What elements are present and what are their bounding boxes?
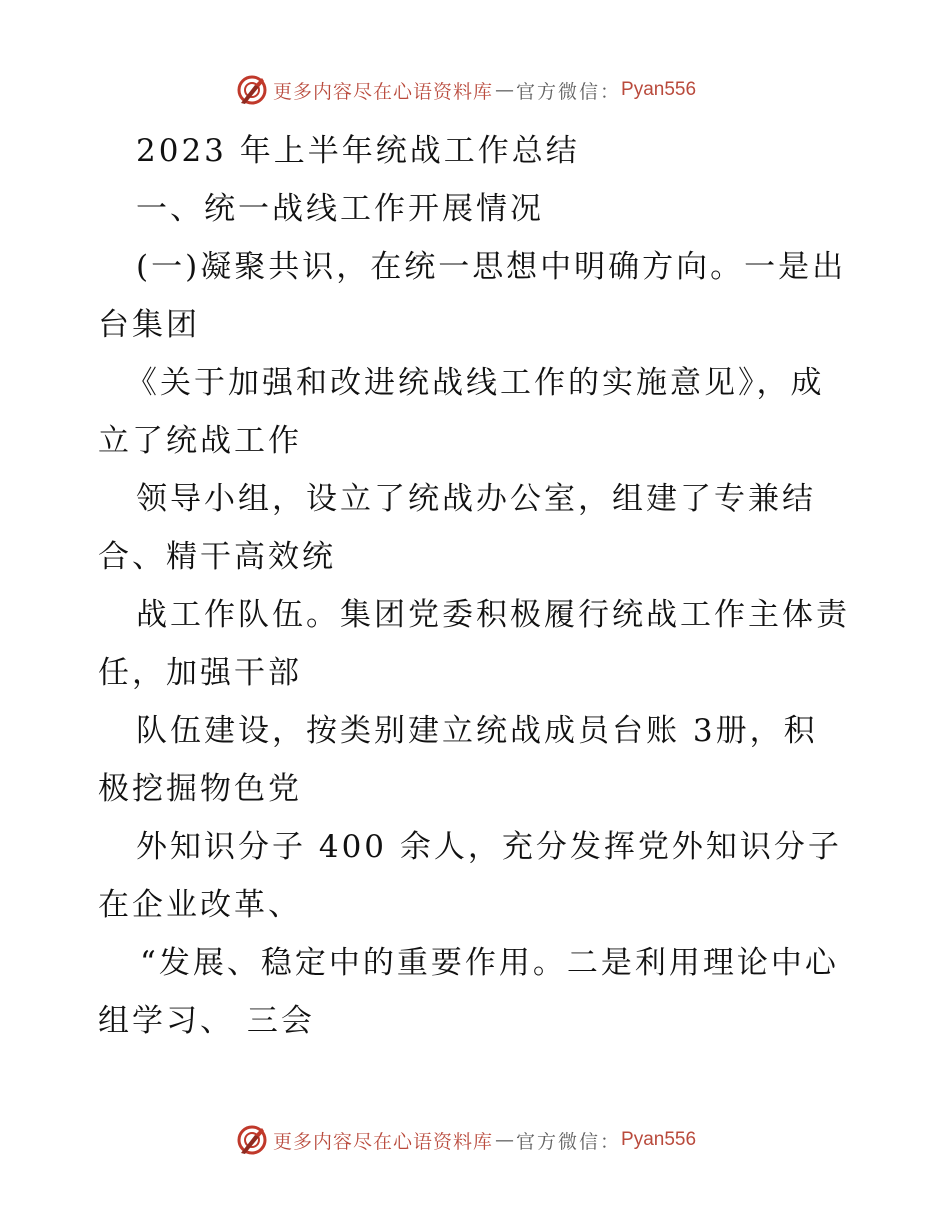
document-title: 2023 年上半年统战工作总结 [136, 133, 580, 169]
paragraph-line: 组学习、 三会 [98, 1003, 315, 1039]
paragraph-line: “发展、稳定中的重要作用。二是利用理论中心 [140, 945, 839, 981]
watermark-dash: — [495, 1129, 515, 1151]
paragraph-line: 战工作队伍。集团党委积极履行统战工作主体责 [136, 597, 850, 633]
paragraph-line: 台集团 [98, 307, 200, 343]
paragraph-line: 立了统战工作 [98, 423, 302, 459]
logo-icon [235, 1123, 269, 1157]
watermark-wechat-label: 官方微信： [516, 1130, 622, 1153]
paragraph-line: 任，加强干部 [98, 655, 302, 691]
watermark-wechat-label: 官方微信： [516, 80, 622, 103]
section-heading: 一、统一战线工作开展情况 [136, 191, 544, 227]
logo-icon [235, 73, 269, 107]
watermark-dash: — [495, 79, 515, 101]
paragraph-line: 合、精干高效统 [98, 539, 336, 575]
paragraph-line: (一)凝聚共识，在统一思想中明确方向。一是出 [136, 249, 847, 285]
paragraph-line: 队伍建设，按类别建立统战成员台账 3册，积 [136, 713, 818, 749]
paragraph-line: 《关于加强和改进统战线工作的实施意见》，成 [126, 365, 825, 401]
paragraph-line: 在企业改革、 [98, 887, 302, 923]
watermark-wechat-id: Pyan556 [621, 1129, 697, 1150]
paragraph-line: 极挖掘物色党 [98, 771, 302, 807]
watermark-site-text: 更多内容尽在心语资料库 [273, 1130, 494, 1153]
paragraph-line: 外知识分子 400 余人，充分发挥党外知识分子 [136, 829, 842, 865]
paragraph-line: 领导小组，设立了统战办公室，组建了专兼结 [136, 481, 816, 517]
header-watermark [235, 72, 696, 108]
footer-watermark [235, 1122, 696, 1158]
document-body [98, 122, 858, 1050]
watermark-wechat-id: Pyan556 [621, 79, 697, 100]
watermark-site-text: 更多内容尽在心语资料库 [273, 80, 494, 103]
